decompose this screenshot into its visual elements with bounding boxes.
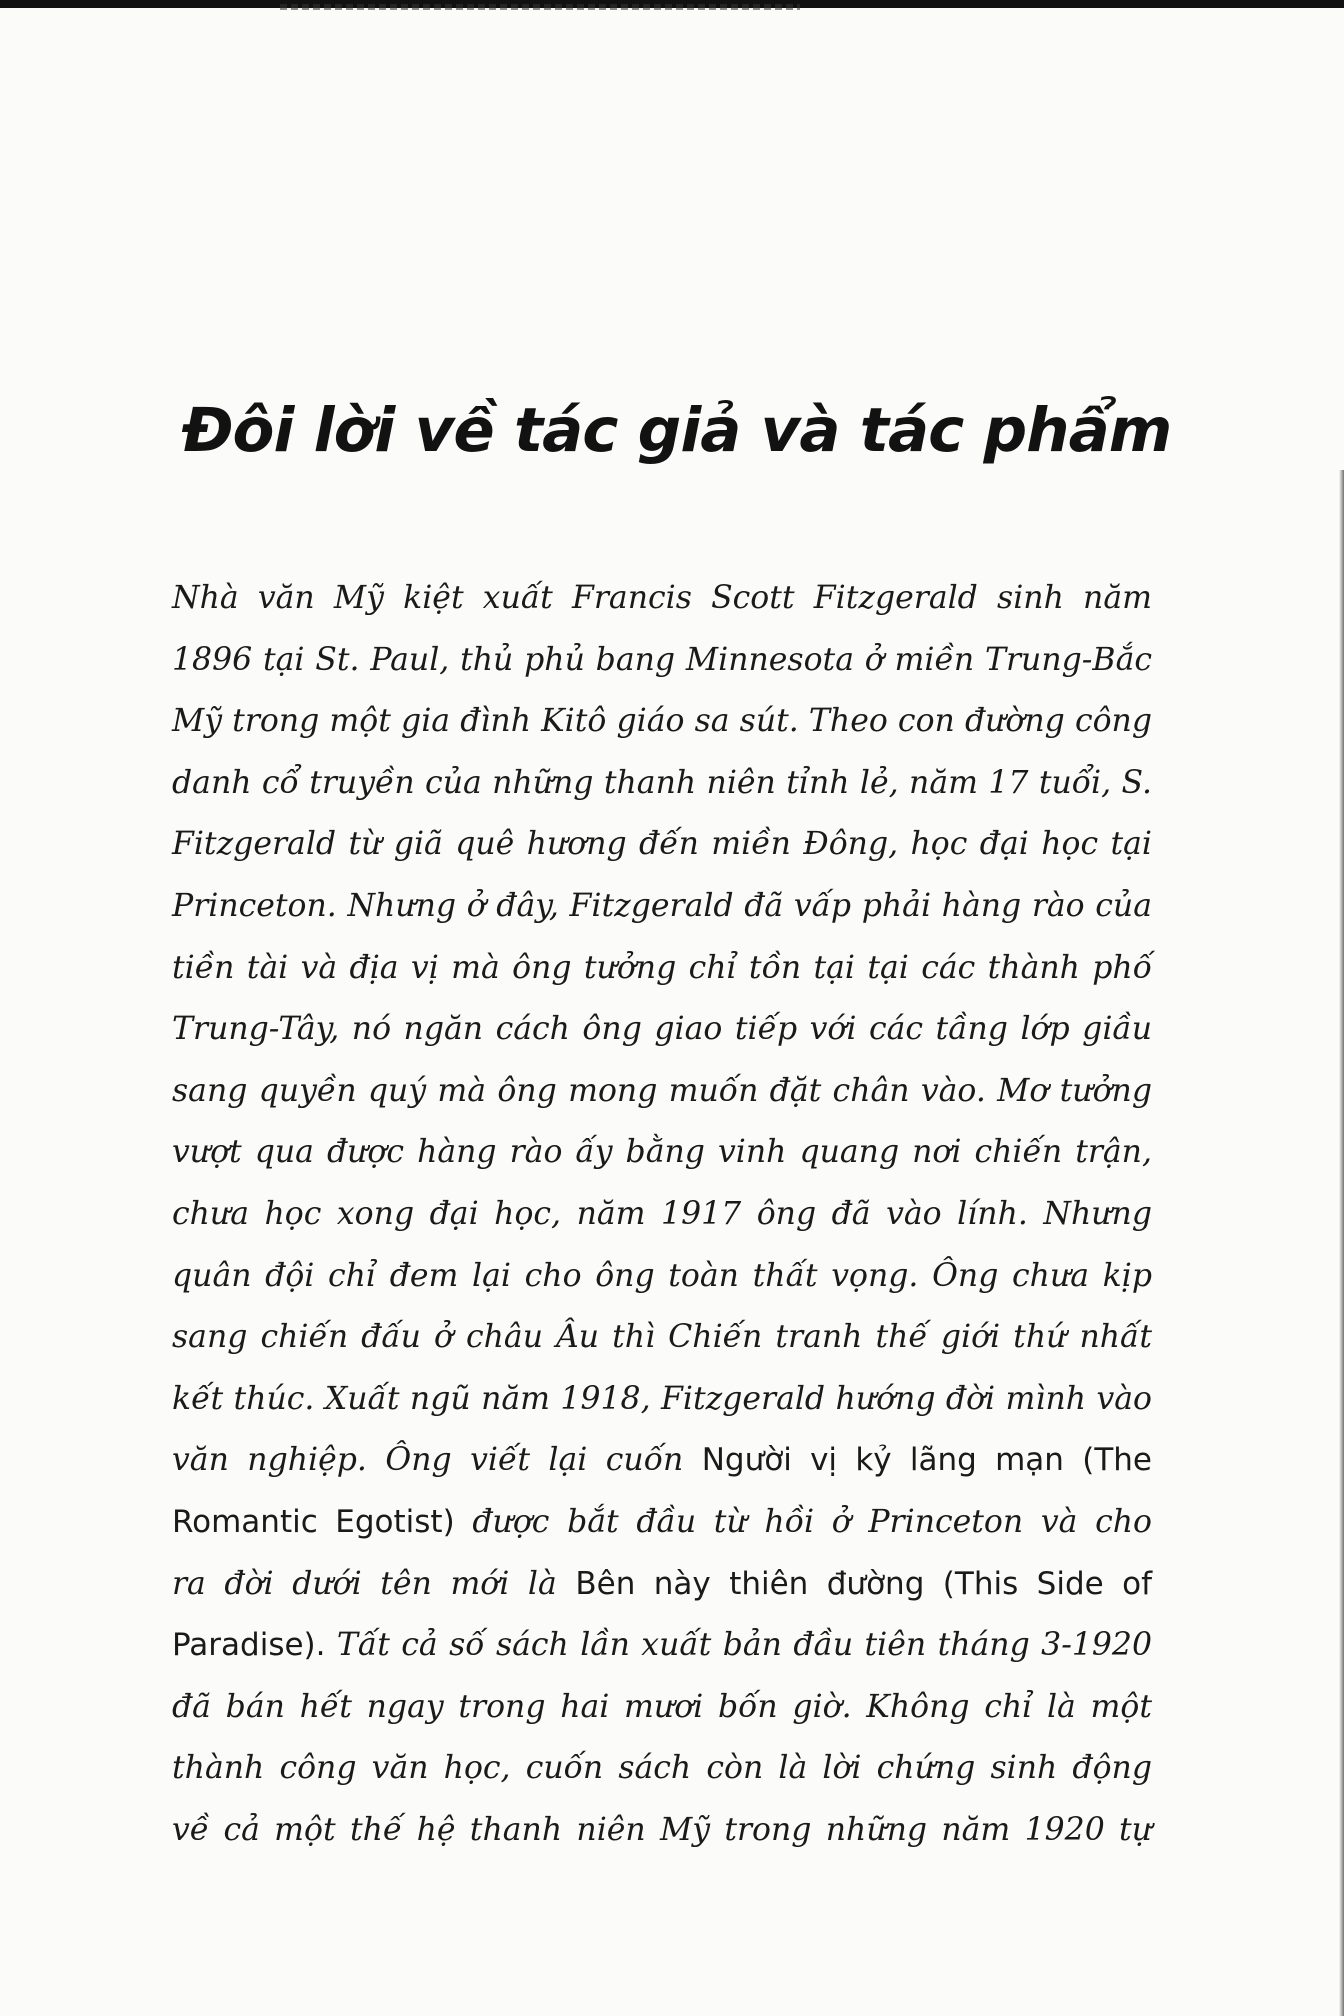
line-text: văn nghiệp. Ông viết lại cuốn: [172, 1442, 702, 1479]
body-paragraph: [172, 568, 1152, 1861]
text-line: [172, 1369, 1152, 1431]
line-text: quân đội chỉ đem lại cho ông toàn thất vọng. Ông chưa kịp: [172, 1257, 1152, 1294]
line-text: vượt qua được hàng rào ấy bằng vinh quang nơi chiến trận,: [172, 1134, 1152, 1171]
text-line: [172, 1122, 1152, 1184]
line-text: ra đời dưới tên mới là: [172, 1565, 576, 1602]
text-line: [172, 691, 1152, 753]
book-title-text: Romantic Egotist): [172, 1503, 455, 1540]
text-line: [172, 1246, 1152, 1308]
line-text: Nhà văn Mỹ kiệt xuất Francis Scott Fitzgerald sinh năm: [172, 580, 1152, 616]
text-line: [172, 1307, 1152, 1369]
line-text: thành công văn học, cuốn sách còn là lời chứng sinh động: [172, 1750, 1152, 1787]
cropped-previous-line: [0, 0, 1344, 8]
text-line: [172, 1615, 1152, 1677]
line-text: 1896 tại St. Paul, thủ phủ bang Minnesota ở miền Trung-Bắc: [172, 641, 1152, 678]
text-line: [172, 814, 1152, 876]
line-text: tiền tài và địa vị mà ông tưởng chỉ tồn tại tại các thành phố: [172, 949, 1152, 986]
line-text: kết thúc. Xuất ngũ năm 1918, Fitzgerald hướng đời mình vào: [172, 1380, 1152, 1417]
page-edge-shadow: [1339, 470, 1344, 2016]
line-text: về cả một thế hệ thanh niên Mỹ trong những năm 1920 tự: [172, 1811, 1152, 1848]
line-text: Tất cả số sách lần xuất bản đầu tiên tháng 3-1920: [325, 1627, 1152, 1664]
line-text: sang chiến đấu ở châu Âu thì Chiến tranh thế giới thứ nhất: [172, 1319, 1152, 1356]
book-title-text: Người vị kỷ lãng mạn (The: [701, 1442, 1152, 1479]
book-title-text: Paradise).: [172, 1627, 326, 1664]
text-line: [172, 1492, 1152, 1554]
text-line: [172, 1738, 1152, 1800]
text-line: [172, 1430, 1152, 1492]
text-line: [172, 999, 1152, 1061]
line-text: đã bán hết ngay trong hai mươi bốn giờ. Không chỉ là một: [172, 1688, 1152, 1725]
text-line: [172, 1061, 1152, 1123]
text-line: [172, 1554, 1152, 1616]
chapter-title: Đôi lời về tác giả và tác phẩm: [182, 395, 1172, 466]
text-line: [172, 568, 1152, 630]
line-text: Fitzgerald từ giã quê hương đến miền Đông, học đại học tại: [172, 826, 1152, 863]
line-text: được bắt đầu từ hồi ở Princeton và cho: [454, 1503, 1152, 1540]
text-line: [172, 630, 1152, 692]
book-title-text: Bên này thiên đường (This Side of: [575, 1565, 1152, 1602]
line-text: danh cổ truyền của những thanh niên tỉnh lẻ, năm 17 tuổi, S.: [172, 764, 1152, 801]
line-text: Trung-Tây, nó ngăn cách ông giao tiếp với các tầng lớp giầu: [172, 1011, 1152, 1048]
text-line: [172, 753, 1152, 815]
line-text: Mỹ trong một gia đình Kitô giáo sa sút. Theo con đường công: [172, 703, 1152, 740]
text-line: [172, 1677, 1152, 1739]
text-line: [172, 938, 1152, 1000]
text-line: [172, 1184, 1152, 1246]
text-line: [172, 876, 1152, 938]
line-text: sang quyền quý mà ông mong muốn đặt chân vào. Mơ tưởng: [172, 1072, 1152, 1109]
line-text: chưa học xong đại học, năm 1917 ông đã vào lính. Nhưng: [172, 1195, 1152, 1232]
text-line: [172, 1800, 1152, 1862]
line-text: Princeton. Nhưng ở đây, Fitzgerald đã vấp phải hàng rào của: [172, 887, 1152, 924]
